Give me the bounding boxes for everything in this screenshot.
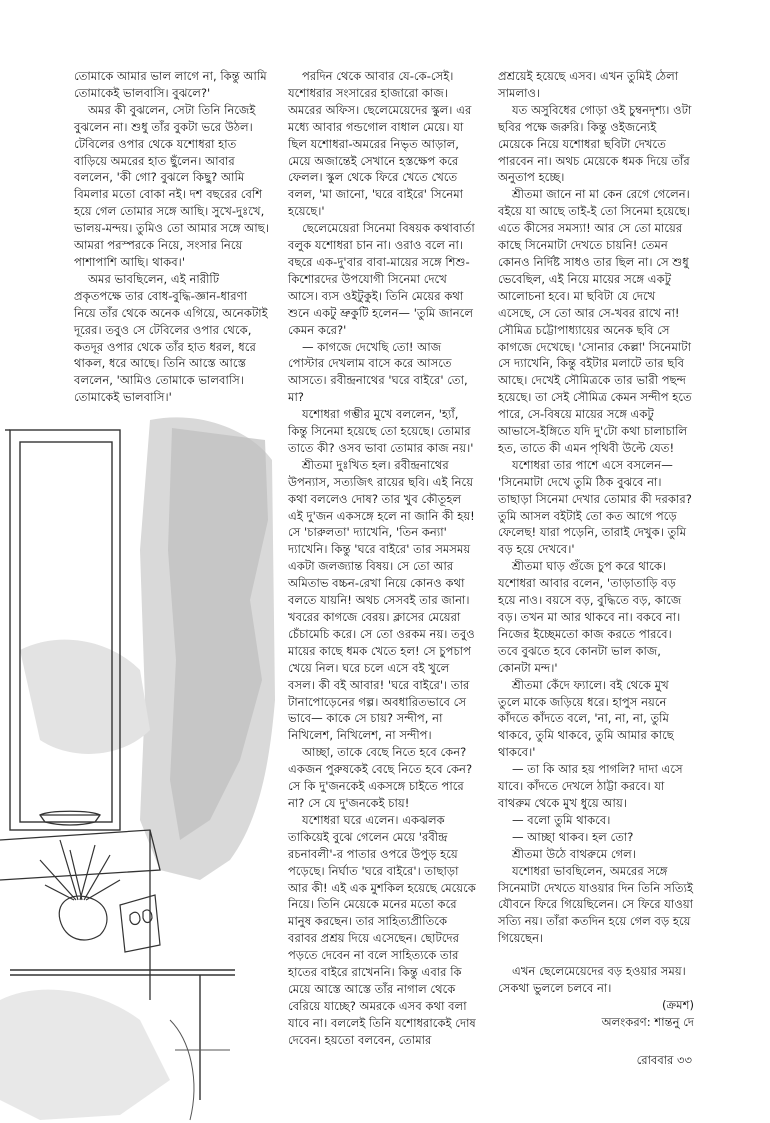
paragraph: অলংকরণ: শান্তনু দে — [601, 1014, 694, 1029]
paragraph: শ্রীতমা কেঁদে ফ্যালে। বই থেকে মুখ তুলে মাকে জড়িয়ে ধরে। হাপুস নয়নে কাঁদতে কাঁদতে বলে, 'না, না, না, তুমি থাকবে, তুমি থাকবে, তুমি আমার কাছে থাকবে।' — [498, 677, 674, 760]
page-footer: রোববার ৩৩ — [636, 1053, 692, 1067]
watercolor-wash — [0, 417, 275, 1120]
illustration — [0, 400, 285, 1123]
paragraph: (ক্রমশ) — [661, 997, 694, 1012]
paragraph: তোমাকে আমার ভাল লাগে না, কিন্তু আমি তোমাকেই ভালবাসি। বুঝলে?' — [74, 69, 267, 100]
paragraph: যত অসুবিধের গোড়া ওই চুম্বনদৃশ্য। ওটা ছবির পক্ষে জরুরি। কিন্তু ওইজন্যেই মেয়েকে নিয়ে যশোধরা ছবিটা দেখতে পারবেন না। অথচ মেয়েকে ধমক দিয়ে তাঁর অনুতাপ হচ্ছে। — [498, 102, 692, 185]
window-frame — [5, 430, 120, 830]
photo-frame — [120, 895, 160, 952]
paragraph: যশোধরা তার পাশে এসে বসলেন— 'সিনেমাটা দেখে তুমি ঠিক বুঝবে না। তাছাড়া সিনেমা দেখার তোমার কী দরকার? তুমি আসল বইটাই তো কত আগে পড়ে ফেলেছ! যারা পড়েনি, তারাই দেখুক। তুমি বড় হয়ে দেখবে।' — [498, 457, 692, 557]
column-2 — [288, 68, 476, 1049]
paragraph: যশোধরা গম্ভীর মুখে বললেন, 'হ্যাঁ, কিন্তু সিনেমা হয়েছে তো হয়েছে। তোমার তাতে কী? ওসব ভাবা তোমার কাজ নয়।' — [288, 407, 474, 455]
paragraph: এখন ছেলেমেয়েদের বড় হওয়ার সময়। সেকথা ভুললে চলবে না। — [498, 964, 686, 996]
paragraph: — কাগজে দেখেছি তো! আজ পোস্টার দেখলাম বাসে করে আসতে আসতে। রবীন্দ্রনাথের 'ঘরে বাইরে' তো, মা? — [288, 339, 468, 405]
paragraph: — আচ্ছা থাকব। হল তো? — [512, 829, 634, 844]
column-1 — [74, 68, 270, 406]
paragraph: শ্রীতমা জানে না মা কেন রেগে গেলেন। বইয়ে যা আছে তাই-ই তো সিনেমা হয়েছে। এতে কীসের সমস্যা! আর সে তো মায়ের কাছে সিনেমাটা দেখতে চায়নি! তেমন কোনও নির্দিষ্ট সাধও তার ছিল না। সে শুধু ভেবেছিল, এই নিয়ে মায়ের সঙ্গে একটু আলোচনা হবে। মা ছবিটা যে দেখে এসেছে, সে তো আর সে-খবর রাখে না! সৌমিত্র চট্টোপাধ্যায়ের অনেক ছবি সে কাগজে দেখেছে। 'সোনার কেল্লা' সিনেমাটা সে দ্যাখেনি, কিন্তু বইটার মলাটে তার ছবি আছে। দেখেই সৌমিত্রকে তার ভারী পছন্দ হয়েছে। তা সেই সৌমিত্র কেমন সন্দীপ হতে পারে, সে-বিষয়ে মায়ের সঙ্গে একটু আভাসে-ইঙ্গিতে যদি দু'টো কথা চালাচালি হত, তাতে কী এমন পৃথিবী উল্টে যেত! — [498, 187, 692, 455]
paragraph: শ্রীতমা দুঃখিত হল। রবীন্দ্রনাথের উপন্যাস, সত্যজিৎ রায়ের ছবি। এই নিয়ে কথা বললেও দোষ? তার খুব কৌতূহল এই দু'জন একসঙ্গে হলে না জানি কী হয়! সে 'চারুলতা' দ্যাখেনি, 'তিন কন্যা' দ্যাখেনি। কিন্তু 'ঘরে বাইরে' তার সমসময় একটা জলজ্যান্ত বিষয়। সে তো আর অমিতাভ বচ্চন-রেখা নিয়ে কোনও কথা বলতে যায়নি! অথচ সেসবই তার জানা। খবরের কাগজে বেরয়। ক্লাসের মেয়েরা চেঁচামেচি করে। সে তো ওরকম নয়। তবুও মায়ের কাছে ধমক খেতে হল! সে চুপচাপ খেয়ে নিল। ঘরে চলে এসে বই খুলে বসল। কী বই আবার! 'ঘরে বাইরে'। তার টানাপোড়েনের গল্প। অবধারিতভাবে সে ভাবে— কাকে সে চায়? সন্দীপ, না নিখিলেশ, নিখিলেশ, না সন্দীপ। — [288, 457, 475, 743]
paragraph: আচ্ছা, তাকে বেছে নিতে হবে কেন? একজন পুরুষকেই বেছে নিতে হবে কেন? সে কি দু'জনকেই একসঙ্গে চাইতে পারে না? সে যে দু'জনকেই চায়! — [288, 745, 473, 810]
bowl — [40, 811, 100, 825]
paragraph: অমর ভাবছিলেন, এই নারীটি প্রকৃতপক্ষে তার বোধ-বুদ্ধি-জ্ঞান-ধারণা নিয়ে তাঁর থেকে অনেক এগিয়ে, অনেকটাই দূরের। তবুও সে টেবিলের ওপার থেকে, কতদূর ওপার থেকে তাঁর হাত ধরল, ধরে থাকল, ধরে আছে। তিনি আস্তে আস্তে বললেন, 'আমিও তোমাকে ভালবাসি। তোমাকেই ভালবাসি।' — [74, 271, 268, 405]
column-3 — [498, 68, 694, 1031]
paragraph: পরদিন থেকে আবার যে-কে-সেই। যশোধরার সংসারের হাজারো কাজ। অমরের অফিস। ছেলেমেয়েদের স্কুল। এর মধ্যে আবার গন্ডগোল বাধাল মেয়ে। যা ছিল যশোধরা-অমরের নিভৃত আড়াল, মেয়ে অজান্তেই সেখানে হস্তক্ষেপ করে ফেলল। স্কুল থেকে ফিরে খেতে খেতে বলল, 'মা জানো, 'ঘরে বাইরে' সিনেমা হয়েছে।' — [288, 69, 472, 219]
paragraph: অমর কী বুঝলেন, সেটা তিনি নিজেই বুঝলেন না। শুধু তাঁর বুকটা ভরে উঠল। টেবিলের ওপার থেকে যশোধরা হাত বাড়িয়ে অমরের হাত ছুঁলেন। আবার বললেন, 'কী গো? বুঝলে কিছু? আমি বিমলার মতো বোকা নই। দশ বছরের বেশি হয়ে গেল তোমার সঙ্গে আছি। সুখে-দুঃখে, ভালয়-মন্দয়। তুমিও তো আমার সঙ্গে আছ। আমরা পরস্পরকে নিয়ে, সংসার নিয়ে পাশাপাশি আছি। থাকব।' — [74, 102, 269, 269]
paragraph: শ্রীতমা উঠে বাথরুমে গেল। — [512, 846, 636, 861]
paragraph: শ্রীতমা ঘাড় গুঁজে চুপ করে থাকে। যশোধরা আবার বলেন, 'তাড়াতাড়ি বড় হয়ে নাও। বয়সে বড়, বুদ্ধিতে বড়, কাজে বড়। তখন মা আর থাকবে না। বকবে না। নিজের ইচ্ছেমতো কাজ করতে পারবে। তবে বুঝতে হবে কোনটা ভাল কাজ, কোনটা মন্দ।' — [498, 559, 682, 675]
plant-pot — [40, 840, 120, 940]
paragraph: প্রশ্রয়েই হয়েছে এসব। এখন তুমিই ঠেলা সামলাও। — [498, 69, 679, 100]
paragraph: যশোধরা ভাবছিলেন, অমরের সঙ্গে সিনেমাটা দেখতে যাওয়ার দিন তিনি সত্যিই যৌবনে ফিরে গিয়েছিলেন। সে ফিরে যাওয়া সত্যি নয়। তাঁরা কতদিন হয়ে গেল বড় হয়ে গিয়েছেন। — [498, 863, 694, 946]
paragraph: ছেলেমেয়েরা সিনেমা বিষয়ক কথাবার্তা বলুক যশোধরা চান না। ওরাও বলে না। বছরে এক-দু'বার বাবা-মায়ের সঙ্গে শিশু-কিশোরদের উপযোগী সিনেমা দেখে আসে। ব্যস ওইটুকুই। তিনি মেয়ের কথা শুনে একটু ভ্রুকুটি হলেন— 'তুমি জানলে কেমন করে?' — [288, 221, 475, 337]
paragraph: যশোধরা ঘরে এলেন। একঝলক তাকিয়েই বুঝে গেলেন মেয়ে 'রবীন্দ্র রচনাবলী'-র পাতার ওপরে উপুড় হয়ে পড়েছে। নির্ঘাত 'ঘরে বাইরে'। তাছাড়া আর কী! এই এক মুশকিল হয়েছে মেয়েকে নিয়ে। তিনি মেয়েকে মনের মতো করে মানুষ করছেন। তার সাহিত্যপ্রীতিকে বরাবর প্রশ্রয় দিয়ে এসেছেন। ছোটদের পড়তে দেবেন না বলে সাহিত্যকে তার হাতের বাইরে রাখেননি। কিন্তু এবার কি মেয়ে আস্তে আস্তে তাঁর নাগাল থেকে বেরিয়ে যাচ্ছে? অমরকে এসব কথা বলা যাবে না। বললেই তিনি যশোধরাকেই দোষ দেবেন। হয়তো বলবেন, তোমার — [288, 812, 476, 1047]
paragraph: — বলো তুমি থাকবে। — [512, 812, 611, 827]
paragraph: — তা কি আর হয় পাগলি? দাদা এসে যাবে। কাঁদতে দেখলে ঠাট্টা করবে। যা বাথরুম থেকে মুখ ধুয়ে আয়। — [498, 762, 683, 810]
